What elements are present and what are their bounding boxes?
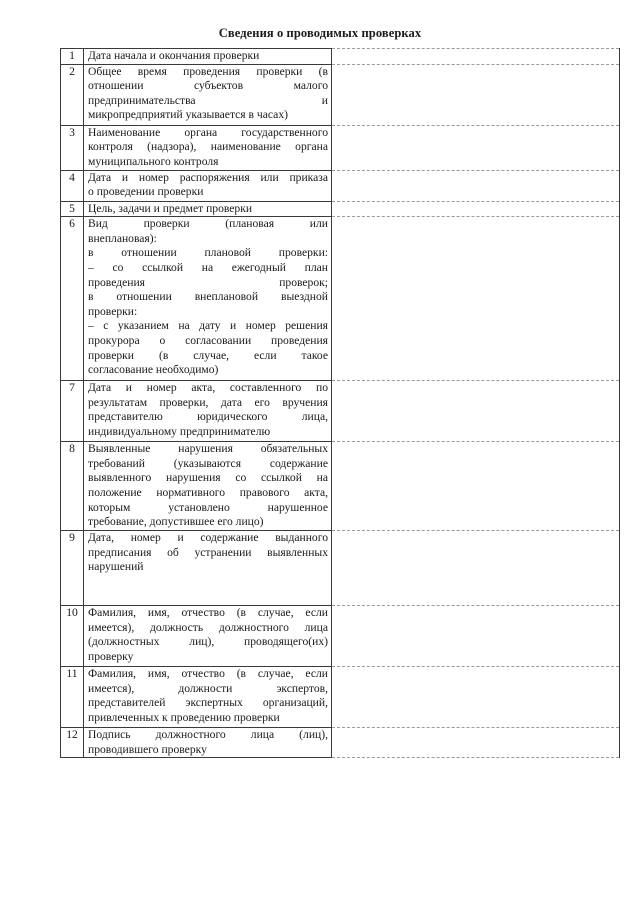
description-line: проводившего проверку: [88, 742, 207, 756]
row-description: [84, 64, 332, 125]
description-line: муниципального контроля: [88, 154, 219, 168]
description-line: отношении субъектов малого: [88, 79, 328, 93]
description-line: (должностных лиц), проводящего(их): [88, 635, 328, 649]
description-line: Дата и номер распоряжения или приказа: [88, 170, 328, 184]
document-title: Сведения о проводимых проверках: [218, 26, 422, 40]
description-line: проведения проверок;: [88, 275, 328, 289]
table-row: [61, 49, 620, 65]
row-number: 4: [61, 170, 84, 201]
table-row: [61, 125, 620, 170]
description-line: в отношении внеплановой выездной: [88, 290, 328, 304]
row-description: [84, 201, 332, 217]
description-line: согласование необходимо): [88, 363, 219, 377]
row-value-field[interactable]: [332, 217, 620, 381]
row-value-field[interactable]: [332, 381, 620, 442]
row-description: [84, 606, 332, 667]
description-line: – со ссылкой на ежегодный план: [88, 260, 328, 274]
description-line: предпринимательства и: [88, 93, 328, 107]
description-line: Дата, номер и содержание выданного: [88, 531, 328, 545]
description-line: Дата начала и окончания проверки: [88, 49, 260, 62]
row-value-field[interactable]: [332, 49, 620, 65]
row-number: 10: [61, 606, 84, 667]
row-value-field[interactable]: [332, 64, 620, 125]
row-value-field[interactable]: [332, 728, 620, 758]
description-line: прокурора о согласовании проведения: [88, 333, 328, 347]
row-value-field[interactable]: [332, 201, 620, 217]
description-line: Выявленные нарушения обязательных: [88, 442, 328, 456]
row-description: [84, 125, 332, 170]
description-line: Фамилия, имя, отчество (в случае, если: [88, 606, 328, 620]
description-line: Вид проверки (плановая или: [88, 217, 328, 231]
description-line: имеется), должность должностного лица: [88, 620, 328, 634]
table-row: [61, 531, 620, 606]
row-description: [84, 49, 332, 65]
description-line: требование, допустившее его лицо): [88, 515, 264, 529]
description-line: контроля (надзора), наименование органа: [88, 140, 328, 154]
table-row: [61, 442, 620, 531]
description-line: индивидуальному предпринимателю: [88, 424, 271, 438]
row-value-field[interactable]: [332, 606, 620, 667]
row-description: [84, 531, 332, 606]
inspection-info-table: [60, 48, 620, 758]
row-number: 11: [61, 667, 84, 728]
description-line: Подпись должностного лица (лиц),: [88, 728, 328, 742]
description-line: предписания об устранении выявленных: [88, 545, 328, 559]
description-line: требований (указываются содержание: [88, 456, 328, 470]
row-description: [84, 217, 332, 381]
description-line: представителей экспертных организаций,: [88, 696, 328, 710]
description-line: проверку: [88, 649, 134, 663]
description-line: проверки:: [88, 304, 138, 318]
description-line: внеплановая):: [88, 231, 157, 245]
row-value-field[interactable]: [332, 170, 620, 201]
row-value-field[interactable]: [332, 125, 620, 170]
table-row: [61, 64, 620, 125]
table-row: [61, 728, 620, 758]
row-value-field[interactable]: [332, 442, 620, 531]
table-row: [61, 381, 620, 442]
description-line: которым установлено нарушенное: [88, 500, 328, 514]
description-line: Общее время проведения проверки (в: [88, 64, 328, 78]
table-row: [61, 170, 620, 201]
row-value-field[interactable]: [332, 531, 620, 606]
table-row: [61, 667, 620, 728]
row-value-field[interactable]: [332, 667, 620, 728]
description-line: нарушений: [88, 560, 144, 574]
row-number: 5: [61, 201, 84, 217]
table-row: [61, 217, 620, 381]
description-line: Дата и номер акта, составленного по: [88, 381, 328, 395]
description-line: о проведении проверки: [88, 185, 204, 199]
description-line: проверки (в случае, если такое: [88, 348, 328, 362]
description-line: привлеченных к проведению проверки: [88, 710, 280, 724]
row-number: 2: [61, 64, 84, 125]
table-row: [61, 606, 620, 667]
row-description: [84, 381, 332, 442]
description-line: микропредприятий указывается в часах): [88, 108, 288, 122]
row-description: [84, 442, 332, 531]
row-description: [84, 170, 332, 201]
description-line: положение нормативного правового акта,: [88, 485, 328, 499]
row-description: [84, 728, 332, 758]
row-number: 9: [61, 531, 84, 606]
description-line: – с указанием на дату и номер решения: [88, 319, 328, 333]
row-number: 12: [61, 728, 84, 758]
row-number: 3: [61, 125, 84, 170]
row-number: 7: [61, 381, 84, 442]
description-line: имеется), должности экспертов,: [88, 681, 328, 695]
description-line: результатам проверки, дата его вручения: [88, 395, 328, 409]
description-line: представителю юридического лица,: [88, 410, 328, 424]
row-number: 6: [61, 217, 84, 381]
row-description: [84, 667, 332, 728]
description-line: Цель, задачи и предмет проверки: [88, 201, 253, 215]
description-line: в отношении плановой проверки:: [88, 246, 328, 260]
description-line: Фамилия, имя, отчество (в случае, если: [88, 667, 328, 681]
description-line: выявленного нарушения со ссылкой на: [88, 471, 328, 485]
row-number: 1: [61, 49, 84, 65]
table-row: [61, 201, 620, 217]
description-line: Наименование органа государственного: [88, 125, 328, 139]
row-number: 8: [61, 442, 84, 531]
